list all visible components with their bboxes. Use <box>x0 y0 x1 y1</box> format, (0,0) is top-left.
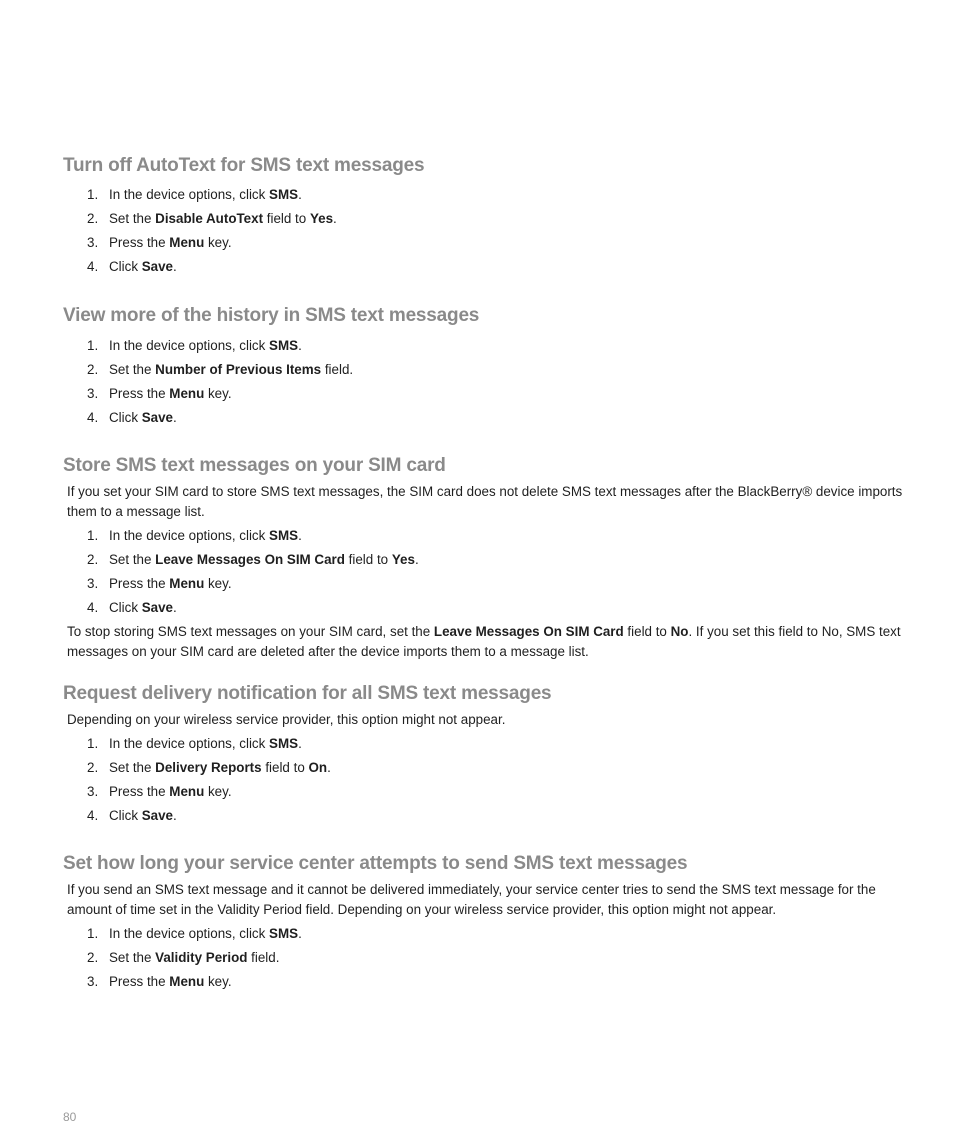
step-item <box>63 596 903 620</box>
step-item <box>63 780 903 804</box>
step-text <box>109 358 353 382</box>
text-run: Set the <box>109 362 156 377</box>
bold-term: Number of Previous Items <box>155 362 322 377</box>
step-number: 3. <box>87 974 99 989</box>
step-number: 3. <box>87 235 99 250</box>
step-number: 4. <box>87 410 99 425</box>
step-number: 2. <box>87 211 99 226</box>
step-text <box>109 946 279 970</box>
bold-term: Leave Messages On SIM Card <box>155 552 345 567</box>
bold-term: Leave Messages On SIM Card <box>433 624 624 639</box>
step-text <box>109 524 302 548</box>
text-run: field. <box>247 950 280 965</box>
bold-term: Validity Period <box>155 950 248 965</box>
bold-term: Save <box>141 259 174 274</box>
bold-term: Delivery Reports <box>155 760 262 775</box>
text-run: . If you set this field to No, SMS text messages on your SIM card are deleted after the device imports them to a message list. <box>67 624 901 659</box>
text-run: key. <box>204 386 232 401</box>
text-run: Press the <box>109 235 170 250</box>
bold-term: Menu <box>169 784 205 799</box>
text-run: In the device options, click <box>109 528 270 543</box>
step-item <box>63 207 903 231</box>
step-list <box>63 334 903 430</box>
bold-term: Save <box>141 600 174 615</box>
text-run: Click <box>109 410 142 425</box>
step-text <box>109 804 177 828</box>
step-number: 2. <box>87 950 99 965</box>
text-run: If you send an SMS text message and it cannot be delivered immediately, your service center tries to send the SMS text message for the amount of time set in the Validity Period field. Depending on your wireless service provider, this option might not appear. <box>67 882 876 917</box>
step-number: 1. <box>87 736 99 751</box>
step-item <box>63 255 903 279</box>
bold-term: Menu <box>169 576 205 591</box>
step-item <box>63 524 903 548</box>
step-text <box>109 756 331 780</box>
section-heading: Request delivery notification for all SMS text messages <box>63 683 552 704</box>
text-run: field to <box>344 552 392 567</box>
step-number: 2. <box>87 362 99 377</box>
text-run: In the device options, click <box>109 187 270 202</box>
step-number: 1. <box>87 338 99 353</box>
text-run: . <box>298 187 302 202</box>
intro-paragraph <box>63 482 903 522</box>
text-run: Press the <box>109 974 170 989</box>
step-text <box>109 183 302 207</box>
text-run: . <box>173 808 177 823</box>
step-item <box>63 358 903 382</box>
text-run: To stop storing SMS text messages on your SIM card, set the <box>67 624 434 639</box>
section-heading: Store SMS text messages on your SIM card <box>63 455 446 476</box>
step-number: 4. <box>87 600 99 615</box>
intro-paragraph <box>63 710 903 730</box>
text-run: If you set your SIM card to store SMS text messages, the SIM card does not delete SMS text messages after the BlackBerry® device imports them to a message list. <box>67 484 903 519</box>
step-item <box>63 382 903 406</box>
text-run: Click <box>109 259 142 274</box>
text-run: field to <box>261 760 309 775</box>
text-run: field to <box>263 211 310 226</box>
step-text <box>109 596 177 620</box>
bold-term: Save <box>141 808 174 823</box>
step-item <box>63 756 903 780</box>
step-number: 2. <box>87 552 99 567</box>
step-number: 3. <box>87 386 99 401</box>
bold-term: No <box>670 624 689 639</box>
bold-term: SMS <box>269 528 299 543</box>
step-text <box>109 780 232 804</box>
bold-term: On <box>308 760 328 775</box>
step-text <box>109 382 232 406</box>
bold-term: SMS <box>269 736 299 751</box>
text-run: In the device options, click <box>109 736 270 751</box>
step-item <box>63 970 903 994</box>
bold-term: SMS <box>269 187 299 202</box>
text-run: In the device options, click <box>109 926 270 941</box>
step-list <box>63 732 903 828</box>
outro-paragraph <box>63 622 903 662</box>
step-number: 4. <box>87 259 99 274</box>
text-run: key. <box>204 784 232 799</box>
section-validity-period <box>63 851 903 994</box>
text-run: Set the <box>109 552 156 567</box>
step-text <box>109 572 232 596</box>
text-run: Set the <box>109 211 156 226</box>
bold-term: Save <box>141 410 174 425</box>
text-run: In the device options, click <box>109 338 270 353</box>
bold-term: Yes <box>309 211 334 226</box>
step-text <box>109 207 337 231</box>
step-list <box>63 183 903 279</box>
text-run: . <box>298 926 302 941</box>
text-run: . <box>327 760 331 775</box>
text-run: Press the <box>109 576 170 591</box>
step-number: 3. <box>87 784 99 799</box>
text-run: . <box>298 528 302 543</box>
text-run: . <box>173 259 177 274</box>
section-delivery-notification <box>63 681 903 828</box>
step-item <box>63 946 903 970</box>
step-text <box>109 732 302 756</box>
section-heading: Set how long your service center attempts to send SMS text messages <box>63 853 688 874</box>
step-item <box>63 922 903 946</box>
bold-term: SMS <box>269 338 299 353</box>
step-number: 4. <box>87 808 99 823</box>
bold-term: Yes <box>391 552 415 567</box>
step-text <box>109 922 302 946</box>
step-text <box>109 255 177 279</box>
step-text <box>109 970 232 994</box>
step-item <box>63 334 903 358</box>
text-run: Set the <box>109 950 156 965</box>
text-run: . <box>298 736 302 751</box>
text-run: key. <box>204 235 232 250</box>
step-number: 3. <box>87 576 99 591</box>
section-store-on-sim <box>63 453 903 662</box>
text-run: Set the <box>109 760 156 775</box>
step-item <box>63 572 903 596</box>
text-run: Press the <box>109 784 170 799</box>
step-text <box>109 406 177 430</box>
text-run: . <box>173 600 177 615</box>
bold-term: Menu <box>169 386 205 401</box>
step-list <box>63 922 903 994</box>
text-run: key. <box>204 576 232 591</box>
step-text <box>109 548 419 572</box>
step-text <box>109 334 302 358</box>
step-item <box>63 231 903 255</box>
step-item <box>63 732 903 756</box>
step-text <box>109 231 232 255</box>
section-turn-off-autotext <box>63 153 903 279</box>
step-number: 1. <box>87 528 99 543</box>
step-number: 1. <box>87 926 99 941</box>
bold-term: Disable AutoText <box>155 211 264 226</box>
section-view-history <box>63 303 903 430</box>
step-item <box>63 804 903 828</box>
page-number: 80 <box>63 1110 77 1124</box>
step-list <box>63 524 903 620</box>
text-run: Press the <box>109 386 170 401</box>
text-run: key. <box>204 974 232 989</box>
step-item <box>63 548 903 572</box>
text-run: . <box>414 552 419 567</box>
text-run: field to <box>623 624 671 639</box>
step-number: 2. <box>87 760 99 775</box>
section-heading: Turn off AutoText for SMS text messages <box>63 155 425 176</box>
step-item <box>63 183 903 207</box>
bold-term: Menu <box>169 235 205 250</box>
bold-term: SMS <box>269 926 299 941</box>
text-run: field. <box>321 362 354 377</box>
intro-paragraph <box>63 880 903 920</box>
text-run: . <box>333 211 337 226</box>
bold-term: Menu <box>169 974 205 989</box>
text-run: Click <box>109 600 142 615</box>
section-heading: View more of the history in SMS text messages <box>63 305 480 326</box>
step-number: 1. <box>87 187 99 202</box>
step-item <box>63 406 903 430</box>
text-run: . <box>173 410 177 425</box>
text-run: Depending on your wireless service provider, this option might not appear. <box>67 712 506 727</box>
text-run: . <box>298 338 302 353</box>
text-run: Click <box>109 808 142 823</box>
